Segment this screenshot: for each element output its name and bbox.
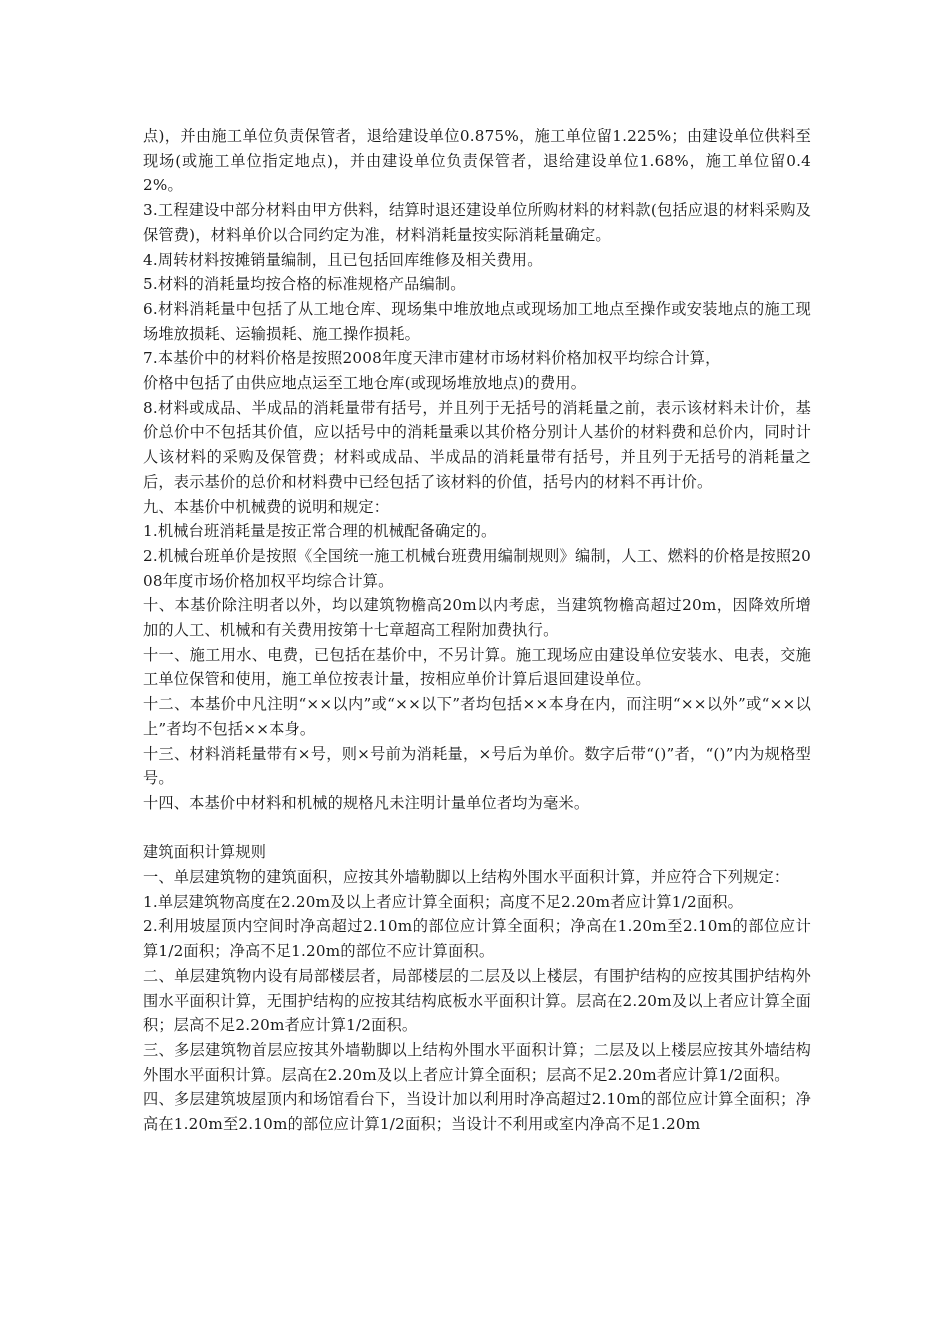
paragraph: 7.本基价中的材料价格是按照2008年度天津市建材市场材料价格加权平均综合计算， [143,349,721,368]
paragraph: 一、单层建筑物的建筑面积，应按其外墙勒脚以上结构外围水平面积计算，并应符合下列规定： [143,868,790,887]
paragraph: 十、本基价除注明者以外，均以建筑物檐高20m以内考虑，当建筑物檐高超过20m，因降效所增加的人工、机械和有关费用按第十七章超高工程附加费执行。 [143,596,811,640]
paragraph: 十二、本基价中凡注明“××以内”或“××以下”者均包括××本身在内，而注明“××以外”或“××以上”者均不包括××本身。 [143,695,811,738]
paragraph: 2.机械台班单价是按照《全国统一施工机械台班费用编制规则》编制，人工、燃料的价格是按照2008年度市场价格加权平均综合计算。 [143,546,811,590]
paragraph: 点)，并由施工单位负责保管者，退给建设单位0.875%，施工单位留1.225%；由建设单位供料至现场(或施工单位指定地点)，并由建设单位负责保管者，退给建设单位1.68%，施工单位留0.42%。 [143,127,811,195]
paragraph: 5.材料的消耗量均按合格的标准规格产品编制。 [143,275,466,294]
paragraph: 十四、本基价中材料和机械的规格凡未注明计量单位者均为毫米。 [143,793,590,812]
paragraph: 价格中包括了由供应地点运至工地仓库(或现场堆放地点)的费用。 [143,374,587,393]
section-title: 建筑面积计算规则 [143,843,267,862]
document-body [143,124,811,1137]
section-heading: 九、本基价中机械费的说明和规定： [143,497,390,516]
paragraph: 十一、施工用水、电费，已包括在基价中，不另计算。施工现场应由建设单位安装水、电表，交施工单位保管和使用，施工单位按表计量，按相应单价计算后退回建设单位。 [143,645,811,689]
paragraph-gap [143,816,811,841]
paragraph: 十三、材料消耗量带有×号，则×号前为消耗量，×号后为单价。数字后带“()”者，“()”内为规格型号。 [143,744,811,788]
paragraph: 4.周转材料按摊销量编制，且已包括回库维修及相关费用。 [143,250,543,269]
paragraph: 四、多层建筑坡屋顶内和场馆看台下，当设计加以利用时净高超过2.10m的部位应计算全面积；净高在1.20m至2.10m的部位应计算1/2面积；当设计不利用或室内净高不足1.20m [143,1090,811,1134]
paragraph: 1.机械台班消耗量是按正常合理的机械配备确定的。 [143,522,497,541]
paragraph: 三、多层建筑物首层应按其外墙勒脚以上结构外围水平面积计算；二层及以上楼层应按其外墙结构外围水平面积计算。层高在2.20m及以上者应计算全面积；层高不足2.20m者应计算1/2面积。 [143,1041,811,1084]
paragraph: 8.材料或成品、半成品的消耗量带有括号，并且列于无括号的消耗量之前，表示该材料未计价，基价总价中不包括其价值，应以括号中的消耗量乘以其价格分别计人基价的材料费和总价内，同时计人该材料的采购及保管费；材料或成品、半成品的消耗量带有括号，并且列于无括号的消耗量之后，表示基价的总价和材料费中已经包括了该材料的价值，括号内的材料不再计价。 [143,398,811,491]
paragraph: 二、单层建筑物内设有局部楼层者，局部楼层的二层及以上楼层，有围护结构的应按其围护结构外围水平面积计算，无围护结构的应按其结构底板水平面积计算。层高在2.20m及以上者应计算全面积；层高不足2.20m者应计算1/2面积。 [143,966,811,1035]
paragraph: 6.材料消耗量中包括了从工地仓库、现场集中堆放地点或现场加工地点至操作或安装地点的施工现场堆放损耗、运输损耗、施工操作损耗。 [143,299,811,343]
paragraph: 2.利用坡屋顶内空间时净高超过2.10m的部位应计算全面积；净高在1.20m至2.10m的部位应计算1/2面积；净高不足1.20m的部位不应计算面积。 [143,917,811,961]
paragraph: 3.工程建设中部分材料由甲方供料，结算时退还建设单位所购材料的材料款(包括应退的材料采购及保管费)，材料单价以合同约定为准，材料消耗量按实际消耗量确定。 [143,201,811,244]
paragraph: 1.单层建筑物高度在2.20m及以上者应计算全面积；高度不足2.20m者应计算1/2面积。 [143,892,743,911]
